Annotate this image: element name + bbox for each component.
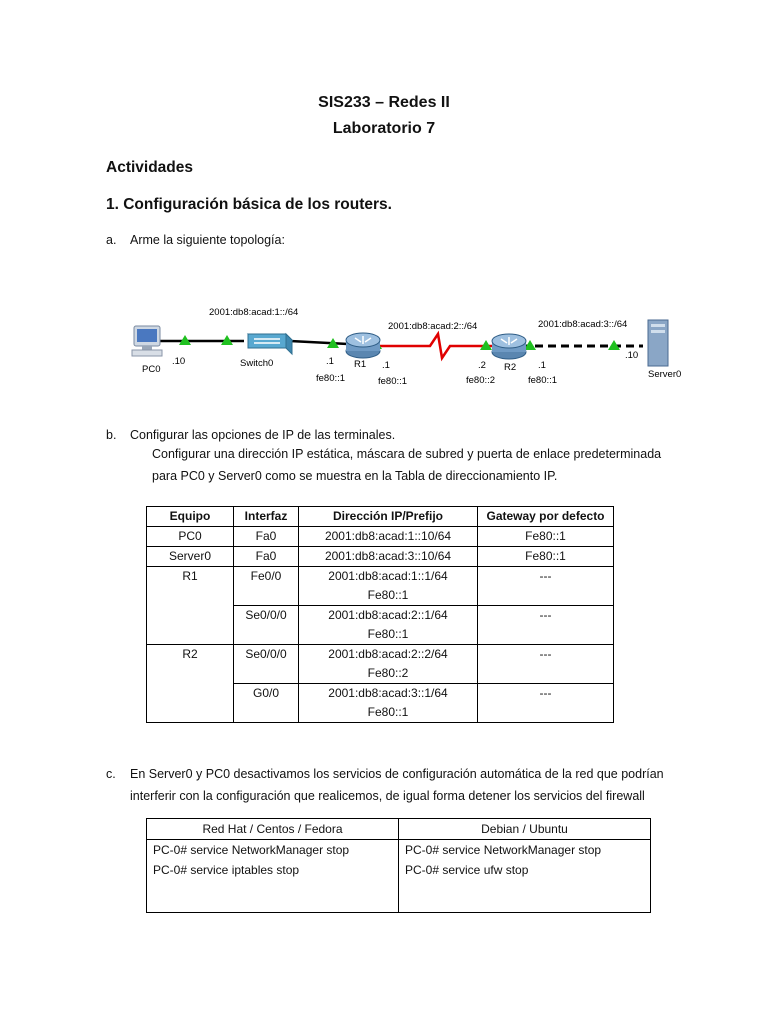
command-line: PC-0# service iptables stop bbox=[153, 863, 300, 877]
table-header: Gateway por defecto bbox=[478, 507, 614, 527]
heading-section-1: 1. Configuración básica de los routers. bbox=[106, 196, 392, 213]
item-a-text: Arme la siguiente topología: bbox=[130, 233, 285, 247]
command-line: PC-0# service NetworkManager stop bbox=[153, 843, 350, 857]
table-cell bbox=[147, 840, 399, 913]
ip-line: 2001:db8:acad:2::1/64 bbox=[328, 608, 448, 622]
pc-label: PC0 bbox=[142, 364, 161, 375]
table-cell: R1 bbox=[147, 567, 234, 645]
table-cell bbox=[299, 567, 478, 606]
table-cell: Se0/0/0 bbox=[234, 645, 299, 684]
command-line: PC-0# service ufw stop bbox=[405, 863, 529, 877]
table-cell: --- bbox=[478, 684, 614, 723]
item-c-line1: En Server0 y PC0 desactivamos los servicios de configuración automática de la red que podrían bbox=[130, 767, 664, 781]
table-row bbox=[147, 527, 614, 547]
table-cell: Fe0/0 bbox=[234, 567, 299, 606]
table-cell: Fa0 bbox=[234, 527, 299, 547]
table-cell bbox=[299, 684, 478, 723]
table-header: Interfaz bbox=[234, 507, 299, 527]
table-cell: 2001:db8:acad:3::10/64 bbox=[299, 547, 478, 567]
ip-line: 2001:db8:acad:1::1/64 bbox=[328, 569, 448, 583]
r2-left-ip-label: .2 bbox=[478, 360, 486, 371]
table-cell: R2 bbox=[147, 645, 234, 723]
table-cell: Fe80::1 bbox=[478, 547, 614, 567]
table-header-row bbox=[147, 507, 614, 527]
router-r1-icon bbox=[346, 333, 380, 358]
link-switch-r1 bbox=[290, 341, 348, 344]
net2-label: 2001:db8:acad:2::/64 bbox=[388, 321, 478, 332]
ip-line: 2001:db8:acad:2::2/64 bbox=[328, 647, 448, 661]
table-cell: --- bbox=[478, 606, 614, 645]
r1-linklocal-1: fe80::1 bbox=[316, 373, 346, 384]
addressing-table bbox=[146, 506, 614, 723]
r1-left-ip-label: .1 bbox=[326, 356, 334, 367]
table-row bbox=[147, 567, 614, 606]
document-lab-title: Laboratorio 7 bbox=[332, 120, 436, 137]
item-a-letter: a. bbox=[106, 233, 117, 247]
table-cell: Server0 bbox=[147, 547, 234, 567]
item-b-sub2: para PC0 y Server0 como se muestra en la Tabla de direccionamiento IP. bbox=[152, 469, 558, 483]
table-header-row bbox=[147, 819, 651, 840]
pc-ip-label: .10 bbox=[172, 356, 186, 367]
table-cell: Fe80::1 bbox=[478, 527, 614, 547]
network-topology-diagram bbox=[120, 296, 700, 396]
table-cell: Fa0 bbox=[234, 547, 299, 567]
table-cell: G0/0 bbox=[234, 684, 299, 723]
server-label: Server0 bbox=[648, 369, 682, 380]
ip-line: Fe80::1 bbox=[367, 705, 409, 719]
r2-right-ip-label: .1 bbox=[538, 360, 546, 371]
item-c bbox=[106, 767, 664, 781]
r1-linklocal-2: fe80::1 bbox=[378, 376, 408, 387]
item-a bbox=[106, 233, 285, 247]
table-header: Debian / Ubuntu bbox=[399, 819, 651, 840]
table-header: Equipo bbox=[147, 507, 234, 527]
r2-linklocal-2: fe80::1 bbox=[528, 375, 558, 386]
item-c-letter: c. bbox=[106, 767, 116, 781]
table-cell: --- bbox=[478, 645, 614, 684]
table-cell: --- bbox=[478, 567, 614, 606]
pc-icon bbox=[132, 326, 162, 356]
server-ip-label: .10 bbox=[625, 350, 639, 361]
item-b bbox=[106, 428, 395, 442]
ip-line: 2001:db8:acad:3::1/64 bbox=[328, 686, 448, 700]
router-r2-icon bbox=[492, 334, 526, 359]
switch-label: Switch0 bbox=[240, 358, 274, 369]
r2-linklocal-1: fe80::2 bbox=[466, 375, 496, 386]
switch-icon bbox=[248, 334, 292, 354]
table-cell: 2001:db8:acad:1::10/64 bbox=[299, 527, 478, 547]
table-row bbox=[147, 547, 614, 567]
table-cell bbox=[299, 606, 478, 645]
r1-label: R1 bbox=[354, 359, 367, 370]
item-c-line2: interferir con la configuración que realicemos, de igual forma detener los servicios del firewall bbox=[130, 789, 645, 803]
net3-label: 2001:db8:acad:3::/64 bbox=[538, 319, 628, 330]
item-b-sub1: Configurar una dirección IP estática, máscara de subred y puerta de enlace predeterminada bbox=[152, 447, 662, 461]
document-course-title: SIS233 – Redes II bbox=[318, 94, 450, 111]
table-cell bbox=[299, 645, 478, 684]
table-header: Red Hat / Centos / Fedora bbox=[147, 819, 399, 840]
table-row bbox=[147, 840, 651, 913]
r2-label: R2 bbox=[504, 362, 517, 373]
ip-line: Fe80::1 bbox=[367, 627, 409, 641]
commands-table bbox=[146, 818, 651, 913]
server-icon bbox=[648, 320, 668, 366]
r1-right-ip-label: .1 bbox=[382, 360, 390, 371]
table-cell: Se0/0/0 bbox=[234, 606, 299, 645]
link-r1-r2-serial bbox=[378, 334, 492, 358]
ip-line: Fe80::1 bbox=[367, 588, 409, 602]
net1-label: 2001:db8:acad:1::/64 bbox=[209, 307, 299, 318]
item-b-text: Configurar las opciones de IP de las terminales. bbox=[130, 428, 396, 442]
heading-activities: Actividades bbox=[106, 159, 194, 176]
table-row bbox=[147, 645, 614, 684]
item-b-letter: b. bbox=[106, 428, 117, 442]
table-cell bbox=[399, 840, 651, 913]
table-header: Dirección IP/Prefijo bbox=[299, 507, 478, 527]
ip-line: Fe80::2 bbox=[367, 666, 409, 680]
table-cell: PC0 bbox=[147, 527, 234, 547]
command-line: PC-0# service NetworkManager stop bbox=[405, 843, 602, 857]
